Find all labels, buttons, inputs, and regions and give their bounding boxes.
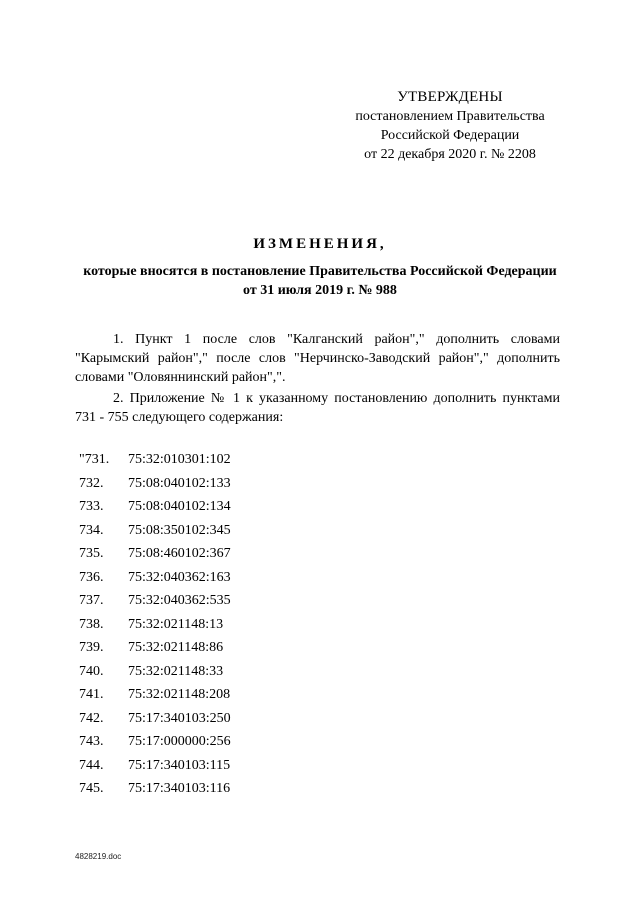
- item-number: 735.: [79, 546, 104, 561]
- paragraph-1: 1. Пункт 1 после слов "Калганский район"," дополнить словами "Карымский район"," после слов "Нерчинско-Заводский район"," дополнить словами "Оловяннинский район",".: [75, 332, 560, 385]
- cadastral-number: 75:32:021148:208: [128, 687, 231, 702]
- list-item: [75, 474, 375, 498]
- item-number: 744.: [79, 757, 104, 773]
- list-item: [75, 779, 375, 803]
- item-number: 733.: [79, 499, 104, 514]
- list-item: [75, 756, 375, 780]
- approval-line-3: от 22 декабря 2020 г. № 2208: [364, 147, 536, 162]
- list-item: [75, 544, 375, 568]
- list-item: [75, 732, 375, 756]
- list-item: [75, 497, 375, 521]
- cadastral-number: 75:32:021148:33: [128, 663, 224, 679]
- cadastral-number: 75:32:010301:102: [128, 452, 231, 467]
- approval-line-2: Российской Федерации: [380, 128, 520, 143]
- item-number: 736.: [79, 569, 104, 585]
- cadastral-number: 75:08:040102:133: [128, 475, 231, 491]
- cadastral-number: 75:32:021148:13: [128, 616, 224, 632]
- list-item: [75, 615, 375, 639]
- item-number: 741.: [79, 687, 104, 702]
- cadastral-number: 75:08:350102:345: [128, 522, 231, 538]
- body-text: [75, 330, 560, 427]
- item-number: 742.: [79, 710, 104, 726]
- list-item: [75, 450, 375, 474]
- item-number: 732.: [79, 475, 104, 491]
- footer-filename: 4828219.doc: [75, 852, 122, 861]
- item-number: 738.: [79, 616, 104, 632]
- cadastral-number: 75:08:460102:367: [128, 546, 231, 561]
- list-item: [75, 685, 375, 709]
- item-number: "731.: [79, 452, 110, 467]
- item-number: 745.: [79, 781, 104, 796]
- cadastral-number: 75:17:340103:115: [128, 757, 231, 773]
- cadastral-number: 75:32:040362:535: [128, 593, 231, 608]
- list-item: [75, 591, 375, 615]
- cadastral-number: 75:17:340103:116: [128, 781, 231, 796]
- approval-block: [340, 88, 560, 164]
- list-item: [75, 662, 375, 686]
- item-number: 739.: [79, 640, 104, 655]
- document-subtitle: которые вносятся в постановление Правительства Российской Федерации от 31 июля 2019 г. № 988: [83, 264, 557, 298]
- item-number: 743.: [79, 734, 104, 749]
- list-item: [75, 568, 375, 592]
- cadastral-number: 75:17:340103:250: [128, 710, 231, 726]
- item-number: 734.: [79, 522, 104, 538]
- document-title: ИЗМЕНЕНИЯ,: [253, 236, 387, 252]
- approval-heading: УТВЕРЖДЕНЫ: [397, 89, 503, 105]
- cadastral-number: 75:17:000000:256: [128, 734, 231, 749]
- list-item: [75, 638, 375, 662]
- paragraph-2: 2. Приложение № 1 к указанному постановлению дополнить пунктами 731 - 755 следующего содержания:: [75, 391, 560, 425]
- item-number: 740.: [79, 663, 104, 679]
- cadastral-number: 75:32:021148:86: [128, 640, 224, 655]
- items-list: [75, 450, 375, 803]
- item-number: 737.: [79, 593, 104, 608]
- list-item: [75, 709, 375, 733]
- list-item: [75, 521, 375, 545]
- approval-line-1: постановлением Правительства: [355, 109, 545, 124]
- cadastral-number: 75:32:040362:163: [128, 569, 231, 585]
- cadastral-number: 75:08:040102:134: [128, 499, 231, 514]
